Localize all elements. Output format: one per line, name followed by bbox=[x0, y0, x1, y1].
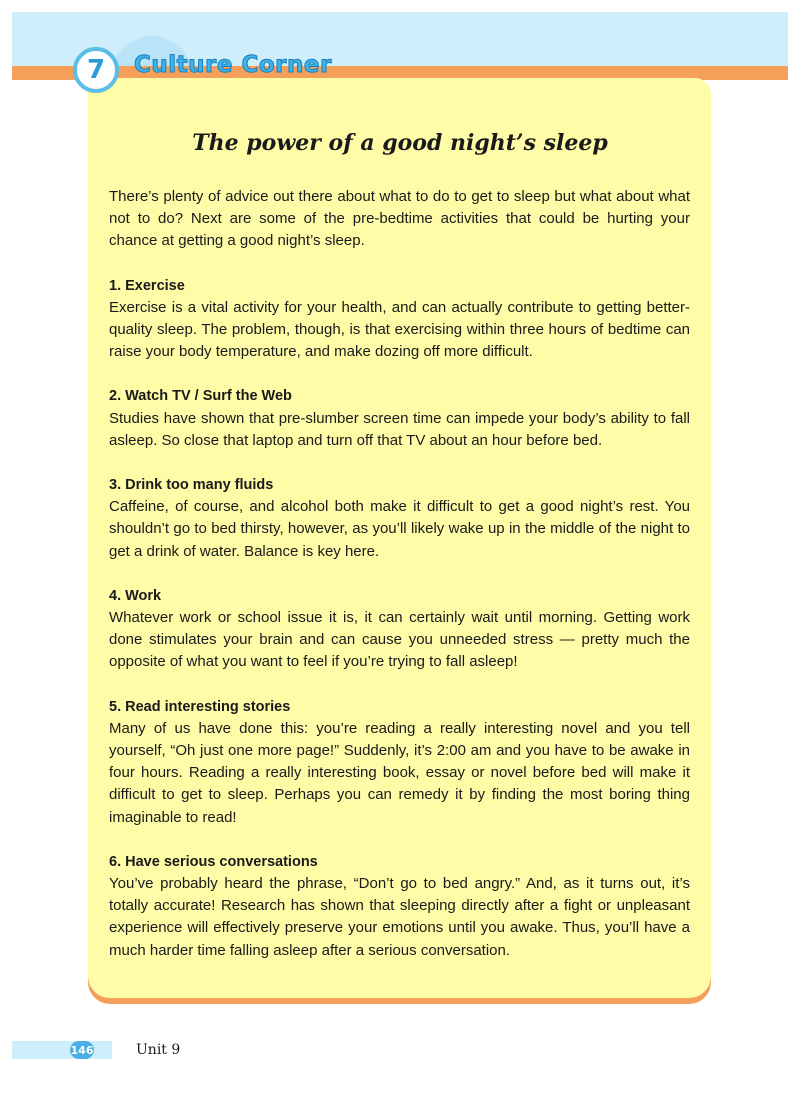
section-heading: 3. Drink too many fluids bbox=[109, 477, 274, 494]
section-title: Culture Corner bbox=[134, 52, 332, 78]
article-title: The power of a good night’s sleep bbox=[192, 130, 608, 156]
section-number-badge bbox=[73, 47, 119, 93]
unit-label: Unit 9 bbox=[136, 1042, 181, 1058]
article-section bbox=[109, 851, 690, 962]
section-heading: 2. Watch TV / Surf the Web bbox=[109, 388, 292, 405]
section-heading: 5. Read interesting stories bbox=[109, 698, 291, 715]
section-text: Studies have shown that pre-slumber screen time can impede your body’s ability to fall asleep. So close that laptop and turn off that TV about an hour before bed. bbox=[109, 409, 690, 449]
article-section bbox=[109, 385, 690, 452]
section-text: Caffeine, of course, and alcohol both make it difficult to get a good night’s rest. You shouldn’t go to bed thirsty, however, as you’ll likely wake up in the middle of the night to get a drink of water. Balance is key here. bbox=[109, 498, 690, 560]
article-section bbox=[109, 696, 690, 829]
section-heading: 1. Exercise bbox=[109, 277, 185, 294]
section-text: Many of us have done this: you’re reading a really interesting novel and you tell yourself, “Oh just one more page!” Suddenly, it’s 2:00 am and you have to be awake in four hours. Reading a really interesting book, essay or novel before bed will make it difficult to get to sleep. Perhaps you can remedy it by finding the most boring thing imaginable to read! bbox=[109, 719, 690, 826]
section-heading: 6. Have serious conversations bbox=[109, 853, 318, 870]
section-number: 7 bbox=[86, 55, 106, 85]
section-text: Whatever work or school issue it is, it can certainly wait until morning. Getting work done stimulates your brain and can cause you unneeded stress — pretty much the opposite of what you want to feel if you’re trying to fall asleep! bbox=[109, 609, 690, 671]
section-text: Exercise is a vital activity for your health, and can actually contribute to getting better-quality sleep. The problem, though, is that exercising within three hours of bedtime can raise your body temperature, and make dozing off more difficult. bbox=[109, 298, 690, 361]
section-text: You’ve probably heard the phrase, “Don’t go to bed angry.” And, as it turns out, it’s totally accurate! Research has shown that sleeping directly after a fight or unpleasant experience will effectively preserve your emotions until you awake. Thus, you’ll have a much harder time falling asleep after a serious conversation. bbox=[109, 875, 690, 959]
page-number: 146 bbox=[70, 1041, 94, 1059]
footer-band bbox=[12, 1041, 112, 1059]
article-intro: There’s plenty of advice out there about what to do to get to sleep but what about what not to do? Next are some of the pre-bedtime activities that could be hurting your chance at getting a good night’s sleep. bbox=[109, 188, 690, 250]
article-section bbox=[109, 275, 690, 364]
article-section bbox=[109, 474, 690, 563]
article-body bbox=[109, 186, 690, 962]
section-heading: 4. Work bbox=[109, 587, 162, 604]
article-section bbox=[109, 585, 690, 674]
